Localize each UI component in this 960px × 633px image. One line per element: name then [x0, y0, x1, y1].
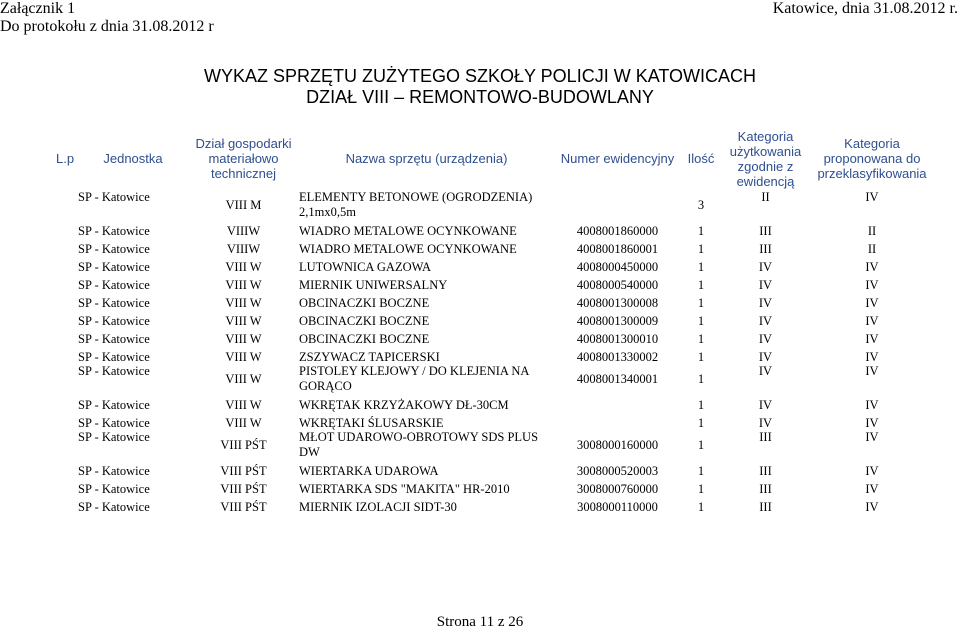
col-header-dept: Dział gospodarki materiałowo technicznej [195, 136, 292, 181]
place-date: Katowice, dnia 31.08.2012 r. [772, 0, 958, 17]
page-number: Strona 11 z 26 [436, 614, 524, 630]
cell-category: IV [758, 364, 773, 378]
cell-qty: 1 [697, 350, 705, 364]
table-header-row: L.p Jednostka Dział gospodarki materiałowo technicznej Nazwa sprzętu (urządzenia) Numer ewidencyjny Ilość Kategoria użytkowania zgodnie z ewidencją Kategoria proponowana do przeklasyfikowania [78, 127, 934, 190]
cell-dept: VIII W [225, 332, 262, 346]
cell-new-category: IV [865, 500, 879, 514]
cell-category: III [759, 482, 772, 496]
cell-number: 4008000540000 [576, 278, 659, 292]
cell-unit: SP - Katowice [78, 332, 150, 346]
attachment-label: Załącznik 1 [0, 0, 76, 17]
cell-category: IV [758, 398, 773, 412]
cell-category: IV [758, 416, 773, 430]
cell-unit: SP - Katowice [78, 242, 150, 256]
cell-unit: SP - Katowice [78, 464, 150, 478]
cell-qty: 1 [697, 314, 705, 328]
cell-category: III [759, 430, 772, 444]
cell-name: MIERNIK UNIWERSALNY [299, 278, 448, 292]
cell-unit: SP - Katowice [78, 278, 150, 292]
cell-category: III [759, 224, 772, 238]
cell-dept: VIII W [225, 296, 262, 310]
cell-unit: SP - Katowice [78, 350, 150, 364]
cell-dept: VIIIW [226, 242, 261, 256]
table-row [78, 478, 934, 496]
cell-category: IV [758, 278, 773, 292]
cell-dept: VIII W [225, 314, 262, 328]
cell-dept: VIII PŚT [220, 482, 267, 496]
cell-dept: VIII PŚT [220, 500, 267, 514]
table-row [78, 190, 934, 220]
cell-number: 4008001330002 [576, 350, 659, 364]
cell-new-category: IV [865, 398, 879, 412]
cell-dept: VIII PŚT [220, 464, 267, 478]
cell-category: III [759, 500, 772, 514]
cell-name: MŁOT UDAROWO-OBROTOWY SDS PLUS DW [299, 430, 539, 459]
cell-category: IV [758, 296, 773, 310]
cell-name: WKRĘTAK KRZYŻAKOWY DŁ-30CM [299, 398, 509, 412]
cell-unit: SP - Katowice [78, 296, 150, 310]
cell-new-category: IV [865, 416, 879, 430]
cell-unit: SP - Katowice [78, 190, 150, 204]
cell-new-category: IV [865, 464, 879, 478]
cell-name: OBCINACZKI BOCZNE [299, 314, 430, 328]
cell-unit: SP - Katowice [78, 364, 150, 378]
cell-name: PISTOLEY KLEJOWY / DO KLEJENIA NA GORĄCO [299, 364, 529, 393]
cell-name: WIERTARKA UDAROWA [299, 464, 439, 478]
cell-number [554, 394, 681, 412]
cell-dept: VIII W [225, 398, 262, 412]
cell-new-category: IV [865, 296, 879, 310]
cell-category: II [761, 190, 770, 204]
cell-unit: SP - Katowice [78, 314, 150, 328]
cell-new-category: IV [865, 314, 879, 328]
cell-qty: 1 [697, 260, 705, 274]
cell-unit: SP - Katowice [78, 430, 150, 444]
cell-qty: 1 [697, 372, 705, 386]
cell-new-category: IV [865, 260, 879, 274]
document-title: WYKAZ SPRZĘTU ZUŻYTEGO SZKOŁY POLICJI W KATOWICACH [203, 66, 757, 86]
cell-number [554, 412, 681, 430]
cell-category: III [759, 242, 772, 256]
cell-qty: 1 [697, 416, 705, 430]
cell-number: 4008001340001 [576, 372, 659, 386]
cell-category: III [759, 464, 772, 478]
cell-number: 4008001300010 [576, 332, 659, 346]
cell-name: WKRĘTAKI ŚLUSARSKIE [299, 416, 444, 430]
cell-unit: SP - Katowice [78, 260, 150, 274]
table-row [78, 274, 934, 292]
cell-name: MIERNIK IZOLACJI SIDT-30 [299, 500, 457, 514]
cell-name: LUTOWNICA GAZOWA [299, 260, 432, 274]
cell-dept: VIIIW [226, 224, 261, 238]
cell-number: 4008000450000 [576, 260, 659, 274]
cell-new-category: IV [865, 332, 879, 346]
document-subtitle: DZIAŁ VIII – REMONTOWO-BUDOWLANY [306, 87, 654, 107]
cell-category: IV [758, 260, 773, 274]
cell-unit: SP - Katowice [78, 224, 150, 238]
protocol-label: Do protokołu z dnia 31.08.2012 r [0, 18, 214, 35]
col-header-unit: Jednostka [103, 151, 163, 166]
table-row [78, 394, 934, 412]
cell-dept: VIII W [225, 372, 262, 386]
cell-number: 3008000160000 [576, 438, 659, 452]
cell-category: IV [758, 314, 773, 328]
cell-dept: VIII PŚT [220, 438, 267, 452]
cell-qty: 1 [697, 438, 705, 452]
cell-category: IV [758, 332, 773, 346]
col-header-category: Kategoria użytkowania zgodnie z ewidencją [729, 128, 802, 189]
col-header-new-category: Kategoria proponowana do przeklasyfikowania [817, 136, 927, 181]
cell-unit: SP - Katowice [78, 482, 150, 496]
cell-new-category: IV [865, 350, 879, 364]
cell-new-category: IV [865, 364, 879, 378]
cell-qty: 1 [697, 482, 705, 496]
cell-dept: VIII W [225, 416, 262, 430]
table-row [78, 292, 934, 310]
cell-new-category: II [867, 242, 877, 256]
cell-qty: 1 [697, 500, 705, 514]
equipment-table [56, 127, 934, 514]
cell-number: 3008000110000 [577, 500, 658, 514]
table-row [78, 310, 934, 328]
col-header-number: Numer ewidencyjny [560, 151, 675, 166]
cell-number: 3008000760000 [576, 482, 659, 496]
cell-qty: 3 [697, 198, 705, 212]
cell-unit: SP - Katowice [78, 500, 150, 514]
table-row [78, 220, 934, 238]
cell-qty: 1 [697, 296, 705, 310]
cell-dept: VIII W [225, 278, 262, 292]
table-row [78, 496, 934, 514]
cell-dept: VIII W [225, 260, 262, 274]
cell-number: 3008000520003 [576, 464, 659, 478]
cell-name: WIADRO METALOWE OCYNKOWANE [299, 242, 517, 256]
col-header-name: Nazwa sprzętu (urządzenia) [345, 151, 508, 166]
table-row [78, 256, 934, 274]
table-row [78, 460, 934, 478]
col-header-qty: Ilość [687, 151, 715, 166]
cell-name: WIADRO METALOWE OCYNKOWANE [299, 224, 517, 238]
cell-qty: 1 [697, 224, 705, 238]
cell-qty: 1 [697, 464, 705, 478]
table-row [78, 328, 934, 346]
cell-name: ELEMENTY BETONOWE (OGRODZENIA) 2,1mx0,5m [299, 190, 533, 219]
cell-category: IV [758, 350, 773, 364]
cell-qty: 1 [697, 332, 705, 346]
cell-number: 4008001300008 [576, 296, 659, 310]
cell-number: 4008001300009 [576, 314, 659, 328]
table-row [78, 412, 934, 430]
cell-new-category: IV [865, 430, 879, 444]
table-row [78, 238, 934, 256]
cell-new-category: IV [865, 482, 879, 496]
cell-unit: SP - Katowice [78, 416, 150, 430]
cell-name: OBCINACZKI BOCZNE [299, 296, 430, 310]
cell-name: WIERTARKA SDS "MAKITA" HR-2010 [299, 482, 510, 496]
cell-qty: 1 [697, 242, 705, 256]
cell-new-category: IV [865, 278, 879, 292]
cell-new-category: II [867, 224, 877, 238]
table-row [78, 346, 934, 364]
cell-name: ZSZYWACZ TAPICERSKI [299, 350, 440, 364]
cell-new-category: IV [865, 190, 879, 204]
table-row [78, 364, 934, 394]
table-row [78, 430, 934, 460]
cell-qty: 1 [697, 278, 705, 292]
cell-number: 4008001860001 [576, 242, 659, 256]
cell-name: OBCINACZKI BOCZNE [299, 332, 430, 346]
cell-number [554, 190, 681, 220]
cell-qty: 1 [697, 398, 705, 412]
cell-number: 4008001860000 [576, 224, 659, 238]
cell-dept: VIII W [225, 350, 262, 364]
cell-unit: SP - Katowice [78, 398, 150, 412]
cell-dept: VIII M [225, 198, 262, 212]
